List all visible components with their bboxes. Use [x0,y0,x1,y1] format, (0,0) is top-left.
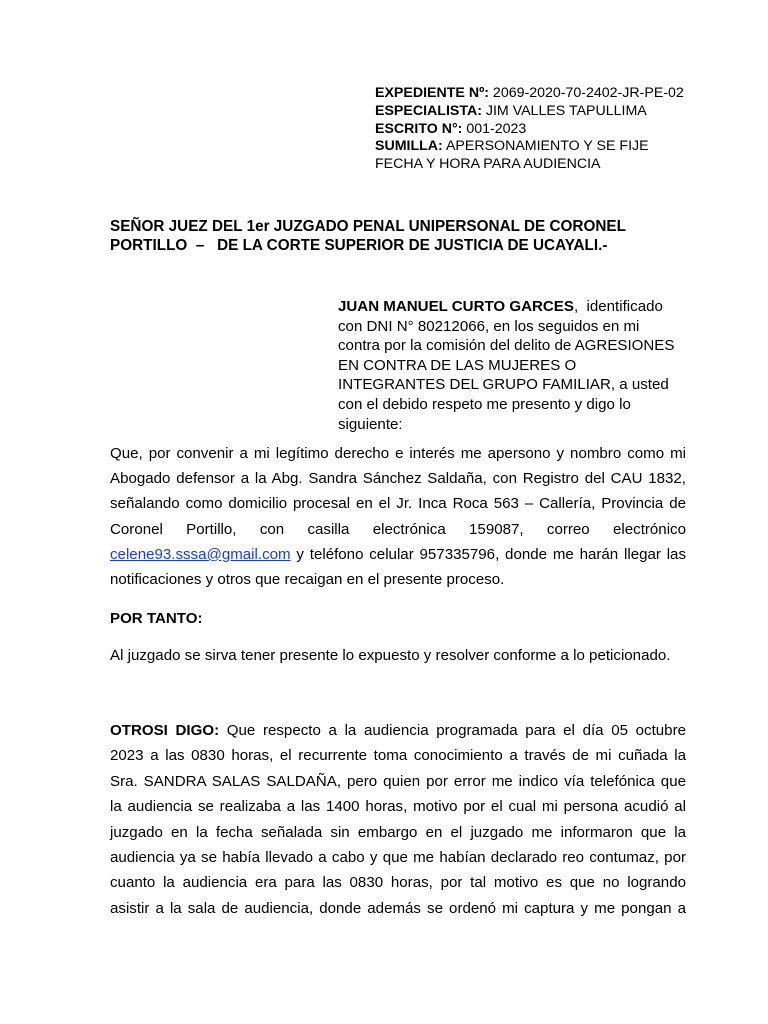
email-link[interactable]: celene93.sssa@gmail.com [110,545,291,563]
especialista-label: ESPECIALISTA: [375,102,482,119]
otrosi-line-3: Sra. SANDRA SALAS SALDAÑA, pero quien por error me indico vía telefónica que [110,772,686,790]
otrosi-line-4: la audiencia se realizaba a las 1400 horas, motivo por el cual mi persona acudió al [110,798,686,816]
por-tanto-heading: POR TANTO: [110,610,203,627]
addressee [110,217,670,255]
otrosi-line-6: audiencia ya se había llevado a cabo y que me habían declarado reo contumaz, por [110,849,686,867]
sumilla-value-2: FECHA Y HORA PARA AUDIENCIA [375,156,601,173]
p1-line-1: Que, por convenir a mi legítimo derecho e interés me apersono y nombro como mi [110,445,686,462]
intro-line-2: con DNI N° 80212066, en los seguidos en mi [338,317,640,335]
especialista-value: JIM VALLES TAPULLIMA [481,102,647,119]
intro-line-3: contra por la comisión del delito de AGRESIONES [338,337,675,355]
intro-paragraph [338,297,698,434]
expediente-label: EXPEDIENTE Nº: [375,85,489,101]
otrosi-line-8: asistir a la sala de audiencia, donde además se ordenó mi captura y me pongan a [110,899,686,917]
intro-line-1-rest: , identificado [573,298,663,315]
expediente-value: 2069-2020-70-2402-JR-PE-02 [488,85,684,101]
otrosi-line-1-rest: Que respecto a la audiencia programada para el día 05 octubre [219,722,686,739]
especialista-line [375,103,705,121]
sumilla-value-1: APERSONAMIENTO Y SE FIJE [442,138,649,155]
petitioner-name: JUAN MANUEL CURTO GARCES [338,298,574,315]
apersonamiento-paragraph [110,441,686,592]
p1-line-6: notificaciones y otros que recaigan en el presente proceso. [110,571,505,589]
intro-line-6: con el debido respeto me presento y digo lo [338,395,631,413]
escrito-line [375,121,705,139]
por-tanto-text: Al juzgado se sirva tener presente lo expuesto y resolver conforme a lo peticionado. [110,647,671,664]
p1-line-4: Coronel Portillo, con casilla electrónica 159087, correo electrónico [110,520,686,538]
addressee-line-1: SEÑOR JUEZ DEL 1er JUZGADO PENAL UNIPERSONAL DE CORONEL [110,218,626,235]
expediente-line [375,85,705,103]
addressee-line-2: PORTILLO – DE LA CORTE SUPERIOR DE JUSTICIA DE UCAYALI.- [110,237,608,254]
otrosi-paragraph [110,718,686,921]
otrosi-line-5: juzgado en la fecha señalada sin embargo en el juzgado me informaron que la [110,823,686,841]
p1-line-5 [110,542,686,567]
otrosi-line-7: cuanto la audiencia era para las 0830 horas, por tal motivo es que no logrando [110,874,686,892]
otrosi-line-2: 2023 a las 0830 horas, el recurrente toma conocimiento a través de mi cuñada la [110,747,686,765]
intro-line-4: EN CONTRA DE LAS MUJERES O [338,356,577,374]
p1-line-3: señalando como domicilio procesal en el Jr. Inca Roca 563 – Callería, Provincia de [110,495,686,513]
sumilla-line [375,138,705,156]
intro-line-7: siguiente: [338,415,403,433]
sumilla-label: SUMILLA: [375,138,443,155]
otrosi-label: OTROSI DIGO: [110,722,220,739]
intro-line-5: INTEGRANTES DEL GRUPO FAMILIAR, a usted [338,376,669,394]
intro-line-1 [338,297,698,317]
p1-line-2: Abogado defensor a la Abg. Sandra Sánchez Saldaña, con Registro del CAU 1832, [110,470,686,488]
case-header [375,85,705,174]
p1-line-5-rest: y teléfono celular 957335796, donde me harán llegar las [290,545,686,563]
escrito-value: 001-2023 [462,120,527,137]
otrosi-line-1 [110,718,686,743]
escrito-label: ESCRITO N°: [375,120,463,137]
